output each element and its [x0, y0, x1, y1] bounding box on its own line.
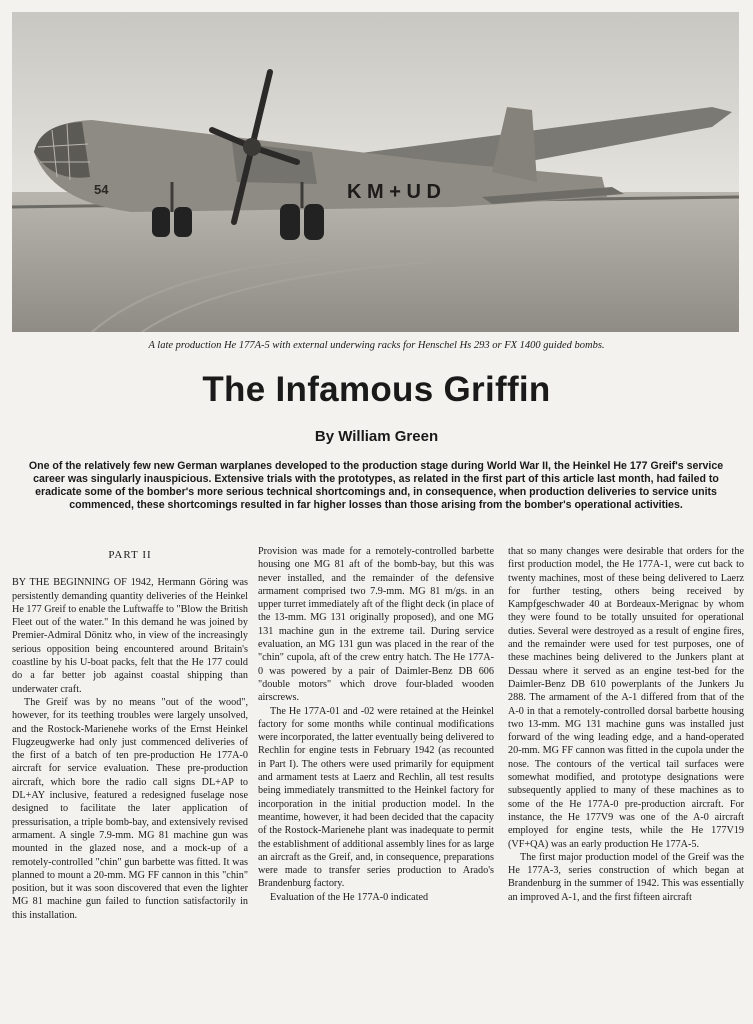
aircraft-photo — [12, 12, 739, 332]
paragraph: The first major production model of the Greif was the He 177A-3, series construction of which began at Brandenburg in the summer of 1942. This was essentially an improved A-1, and the first fifteen aircraft — [508, 851, 744, 903]
text-column-3 — [508, 545, 744, 1020]
fuselage-markings: K M + U D — [347, 181, 441, 203]
article-standfirst: One of the relatively few new German warplanes developed to the production stage during World War II, the Heinkel He 177 Greif's service career was singularly inauspicious. Extensive trials with the prototypes, as related in the first part of this article last month, had failed to eradicate some of the bomber's more serious technical shortcomings and, in consequence, when production deliveries to service units commenced, these shortcomings resulted in far higher losses than those arising from the bomber's operational activities. — [28, 460, 724, 511]
photo-caption: A late production He 177A-5 with external underwing racks for Henschel Hs 293 or FX 1400 guided bombs. — [148, 340, 605, 351]
part-heading: PART II — [108, 549, 152, 561]
nose-markings: 54 — [94, 182, 109, 197]
paragraph: that so many changes were desirable that orders for the first production model, the He 177A-1, were cut back to twenty machines, most of these being delivered to Laerz for further testing, others being received by Kampfgeschwader 40 at Bordeaux-Merignac by whom they were found to be totally unsuited for operational duties. Several were destroyed as a result of engine fires, and the remainder were used for test purposes, one of these machines being delivered to the Junkers plant at Dessau where it served as an engine test-bed for the Daimler-Benz DB 610 powerplants of the Junkers Ju 288. The armament of the A-1 differed from that of the A-0 in that a remotely-controlled dorsal barbette housing two 13-mm. MG 131 machine guns was installed just forward of the wing leading edge, and a hand-operated 20-mm. MG FF cannon was fitted in the cupola under the nose. The contours of the vertical tail surfaces were somewhat modified, and prototype designations were subsequently applied to many of these machines as to some of the He 177A-0 pre-production aircraft. For instance, the He 177V9 was one of the A-0 aircraft employed for engine tests, while the He 177V19 (VF+QA) was an early production He 177A-5. — [508, 546, 744, 850]
paragraph: The Greif was by no means "out of the wood", however, for its teething troubles were largely unsolved, and the Rostock-Marienehe works of the Ernst Heinkel Flugzeugwerke had only just commenced deliveries of the first of a batch of ten pre-production He 177A-0 aircraft for service evaluation. These pre-production aircraft, which bore the radio call signs DL+AP to DL+AY inclusive, featured a redesigned fuselage nose designed to facilitate the later application of pressurisation, a triple bomb-bay, and extensively revised armament. A single 7.9-mm. MG 81 machine gun was mounted in the glazed nose, and a mock-up of a remotely-controlled "chin" gun barbette was fitted. It was planned to mount a 20-mm. MG FF cannon in this "chin" position, but it was soon discovered that even the lighter MG 81 machine gun failed to function satisfactorily in this installation. — [12, 696, 248, 921]
text-column-1 — [12, 545, 248, 1020]
he177-photo-illustration — [12, 12, 739, 332]
paragraph: BY THE BEGINNING OF 1942, Hermann Göring was persistently demanding quantity deliveries of the Heinkel He 177 Greif to enable the Luftwaffe to "Blow the British Fleet out of the water." In this demand he was joined by Premier-Admiral Dönitz who, in view of the increasingly serious opposition being encountered around Britain's coastline by his U-boat packs, felt that the He 177 could do a far better job against coastal shipping than underwater craft. — [12, 577, 248, 695]
paragraph: Provision was made for a remotely-controlled barbette housing one MG 81 aft of the bomb-bay, but this was never installed, and the remainder of the defensive armament comprised two 7.9-mm. MG 81 m/gs. in an upper turret immediately aft of the flight deck (in place of the 13-mm. MG 131 originally proposed), and one MG 131 machine gun in the extreme tail. During service evaluation, an MG 131 gun was placed in the rear of the "chin" cupola, aft of the crew entry hatch. The He 177A-0 was powered by a pair of Daimler-Benz DB 606 "double motors" which drove four-bladed wooden airscrews. — [258, 546, 494, 704]
paragraph: The He 177A-01 and -02 were retained at the Heinkel factory for some months while continual modifications were incorporated, the latter eventually being delivered to Rechlin for engine tests in February 1942 (as recounted in Part I). The others were used primarily for equipment and armament tests at Laerz and Rechlin, all test results being immediately transmitted to the Heinkel factory for incorporation in the initial production model. In the meantime, however, it had been decided that the capacity of the Rostock-Marienehe plant was inadequate to permit the establishment of additional assembly lines for as large an aircraft as the Greif, and, in consequence, preparations were made to transfer series production to Arado's Brandenburg factory. — [258, 705, 494, 890]
article-title: The Infamous Griffin — [202, 370, 551, 409]
article-byline: By William Green — [314, 428, 439, 445]
text-column-2 — [258, 545, 494, 1020]
paragraph: Evaluation of the He 177A-0 indicated — [270, 891, 429, 903]
